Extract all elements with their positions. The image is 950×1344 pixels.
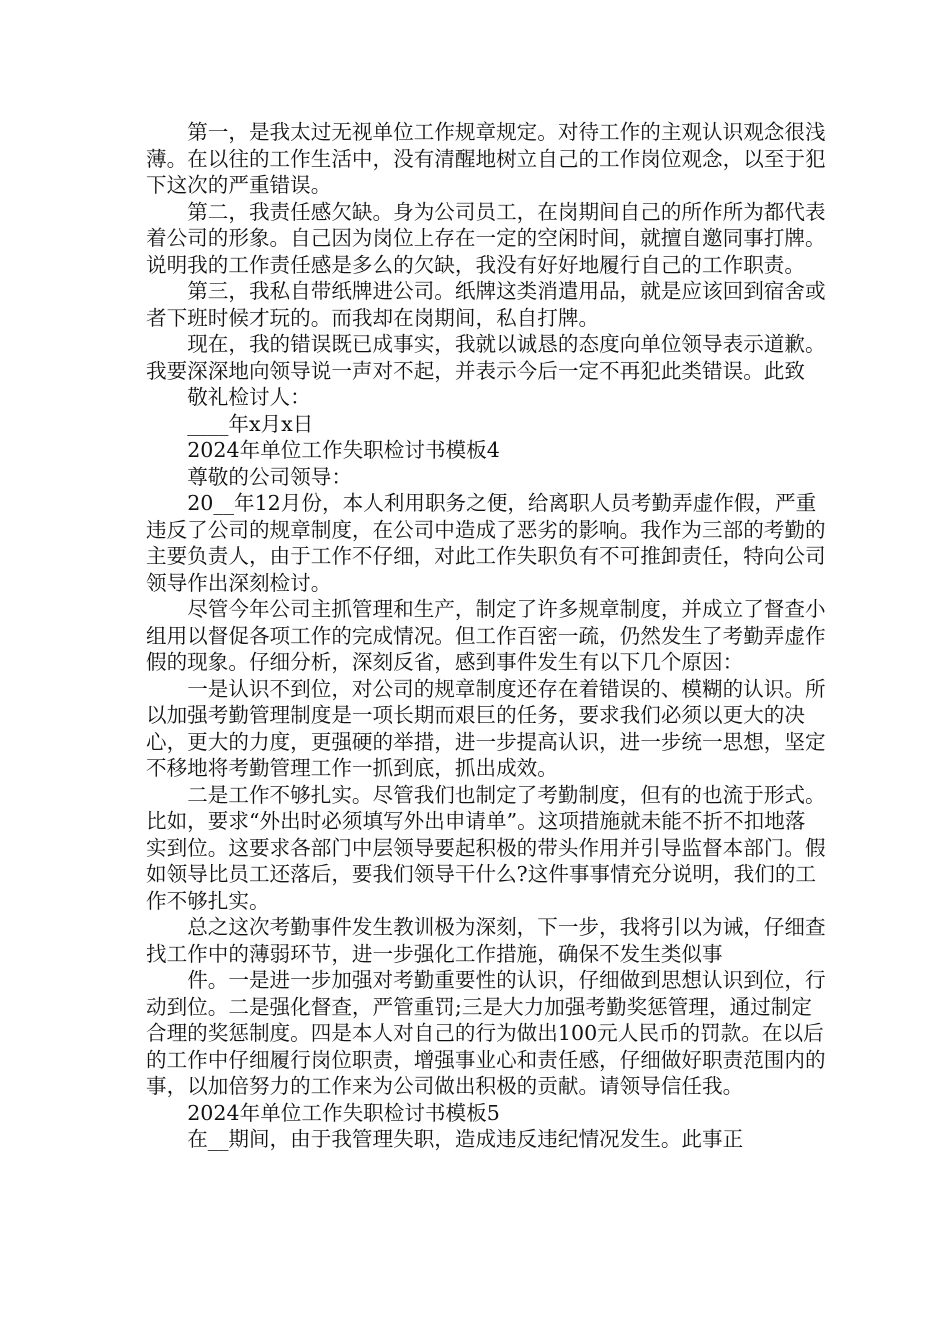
salutation: 尊敬的公司领导： bbox=[187, 464, 352, 489]
paragraph-1: 第一，是我太过无视单位工作规章规定。对待工作的主观认识观念很浅薄。在以往的工作生活中，没有清醒地树立自己的工作岗位观念，以至于犯下这次的严重错误。 bbox=[146, 120, 826, 197]
closing-line: 敬礼检讨人： bbox=[187, 385, 311, 409]
paragraph-8: 二是工作不够扎实。尽管我们也制定了考勤制度，但有的也流于形式。比如，要求“外出时必须填写外出申请单”。这项措施就未能不折不扣地落实到位。这要求各部门中层领导要起积极的带头作用并引导监督本部门。假如领导比员工还落后，要我们领导干什么?这件事事情充分说明，我们的工作不够扎实。 bbox=[146, 782, 826, 913]
paragraph-2: 第二，我责任感欠缺。身为公司员工，在岗期间自己的所作所为都代表着公司的形象。自己因为岗位上存在一定的空闲时间，就擅自邀同事打牌。说明我的工作责任感是多么的欠缺，我没有好好地履行自己的工作职责。 bbox=[146, 199, 826, 277]
paragraph-9: 总之这次考勤事件发生教训极为深刻，下一步，我将引以为诫，仔细查找工作中的薄弱环节，进一步强化工作措施，确保不发生类似事 bbox=[146, 915, 826, 966]
date-line: ____年x月x日 bbox=[187, 411, 314, 436]
document-body bbox=[146, 119, 826, 1153]
section-title-5: 2024年单位工作失职检讨书模板5 bbox=[187, 1100, 500, 1125]
paragraph-5: 20__年12月份，本人利用职务之便，给离职人员考勤弄虚作假，严重违反了公司的规章制度，在公司中造成了恶劣的影响。我作为三部的考勤的主要负责人，由于工作不仔细，对此工作失职负有不可推卸责任，特向公司领导作出深刻检讨。 bbox=[146, 491, 826, 595]
paragraph-3: 第三，我私自带纸牌进公司。纸牌这类消遣用品，就是应该回到宿舍或者下班时候才玩的。而我却在岗期间，私自打牌。 bbox=[146, 279, 826, 330]
paragraph-4: 现在，我的错误既已成事实，我就以诚恳的态度向单位领导表示道歉。我要深深地向领导说一声对不起，并表示今后一定不再犯此类错误。此致 bbox=[146, 332, 826, 383]
paragraph-10: 件。一是进一步加强对考勤重要性的认识，仔细做到思想认识到位，行动到位。二是强化督查，严管重罚;三是大力加强考勤奖惩管理，通过制定合理的奖惩制度。四是本人对自己的行为做出100元人民币的罚款。在以后的工作中仔细履行岗位职责，增强事业心和责任感，仔细做好职责范围内的事，以加倍努力的工作来为公司做出积极的贡献。请领导信任我。 bbox=[146, 968, 826, 1098]
paragraph-11: 在__期间，由于我管理失职，造成违反违纪情况发生。此事正 bbox=[187, 1127, 744, 1151]
section-title-4: 2024年单位工作失职检讨书模板4 bbox=[187, 438, 500, 462]
paragraph-6: 尽管今年公司主抓管理和生产，制定了许多规章制度，并成立了督查小组用以督促各项工作的完成情况。但工作百密一疏，仍然发生了考勤弄虚作假的现象。仔细分析，深刻反省，感到事件发生有以下几个原因： bbox=[146, 597, 826, 674]
paragraph-7: 一是认识不到位，对公司的规章制度还存在着错误的、模糊的认识。所以加强考勤管理制度是一项长期而艰巨的任务，要求我们必须以更大的决心，更大的力度，更强硬的举措，进一步提高认识，进一步统一思想，坚定不移地将考勤管理工作一抓到底，抓出成效。 bbox=[146, 676, 826, 780]
